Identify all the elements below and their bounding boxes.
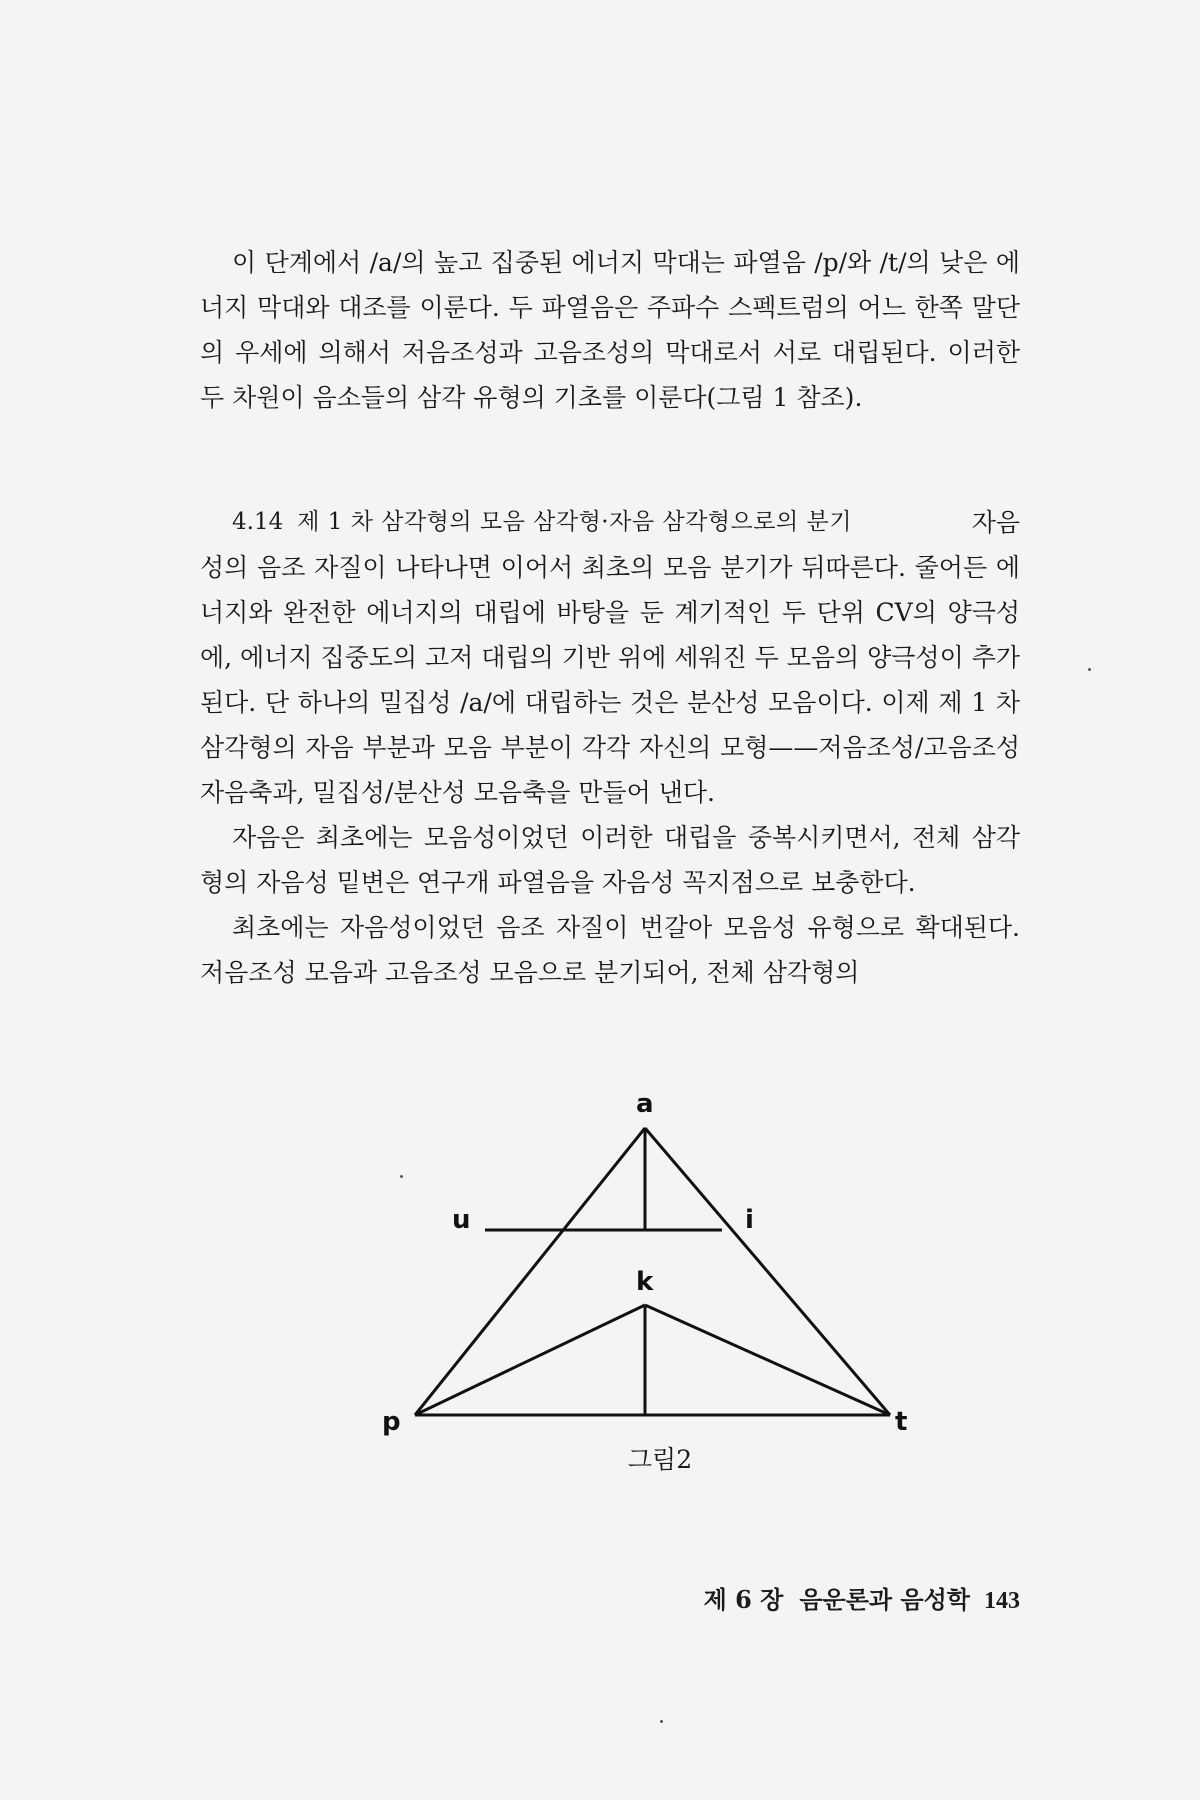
section-paragraph: 성의 음조 자질이 나타나면 이어서 최초의 모음 분기가 뒤따른다. 줄어든 에너지와 완전한 에너지의 대립에 바탕을 둔 계기적인 두 단위 CV의 양극성에, 에너지 집중도의 고저 대립의 기반 위에 세워진 두 모음의 양극성이 추가된다. 단 하나의 밀집성 /a/에 대립하는 것은 분산성 모음이다. 이제 제 1 차 삼각형의 자음 부분과 모음 부분이 각각 자신의 모형——저음조성/고음조성 자음축과, 밀집성/분산성 모음축을 만들어 낸다. [200, 553, 1020, 807]
triangle-diagram [360, 1080, 920, 1480]
label-t: t [895, 1407, 908, 1437]
section-heading [200, 500, 1020, 545]
scan-speck [660, 1720, 663, 1723]
label-a: a [636, 1089, 654, 1119]
scan-speck [400, 1175, 403, 1178]
label-u: u [452, 1205, 471, 1235]
running-footer [660, 1580, 1020, 1615]
section-paragraph: 자음은 최초에는 모음성이었던 이러한 대립을 중복시키면서, 전체 삼각형의 자음성 밑변은 연구개 파열음을 자음성 꼭지점으로 보충한다. [200, 823, 1020, 897]
section-paragraph: 최초에는 자음성이었던 음조 자질이 번갈아 모음성 유형으로 확대된다. 저음조성 모음과 고음조성 모음으로 분기되어, 전체 삼각형의 [200, 913, 1020, 987]
footer-chapter: 제 6 장 [703, 1585, 784, 1614]
outer-right-edge [645, 1128, 890, 1415]
scan-speck [1088, 668, 1091, 671]
intro-paragraph: 이 단계에서 /a/의 높고 집중된 에너지 막대는 파열음 /p/와 /t/의 낮은 에너지 막대와 대조를 이룬다. 두 파열음은 주파수 스펙트럼의 어느 한쪽 말단의 우세에 의해서 저음조성과 고음조성의 막대로서 서로 대립된다. 이러한 두 차원이 음소들의 삼각 유형의 기초를 이룬다(그림 1 참조). [200, 248, 1020, 412]
label-i: i [745, 1205, 754, 1235]
page-number: 143 [984, 1588, 1020, 1614]
section-number: 4.14 [232, 509, 284, 535]
consonant-left [415, 1305, 645, 1415]
section-title-tail: 자음 [971, 508, 1020, 537]
section-4-14 [200, 500, 1020, 995]
section-title: 제 1 차 삼각형의 모음 삼각형·자음 삼각형으로의 분기 [297, 509, 852, 535]
label-p: p [382, 1407, 401, 1437]
footer-chapter-title: 음운론과 음성학 [799, 1585, 970, 1614]
consonant-right [645, 1305, 890, 1415]
figure-caption: 그림2 [627, 1445, 693, 1474]
outer-left-edge [415, 1128, 645, 1415]
intro-text-block [200, 240, 1020, 420]
label-k: k [636, 1267, 654, 1297]
